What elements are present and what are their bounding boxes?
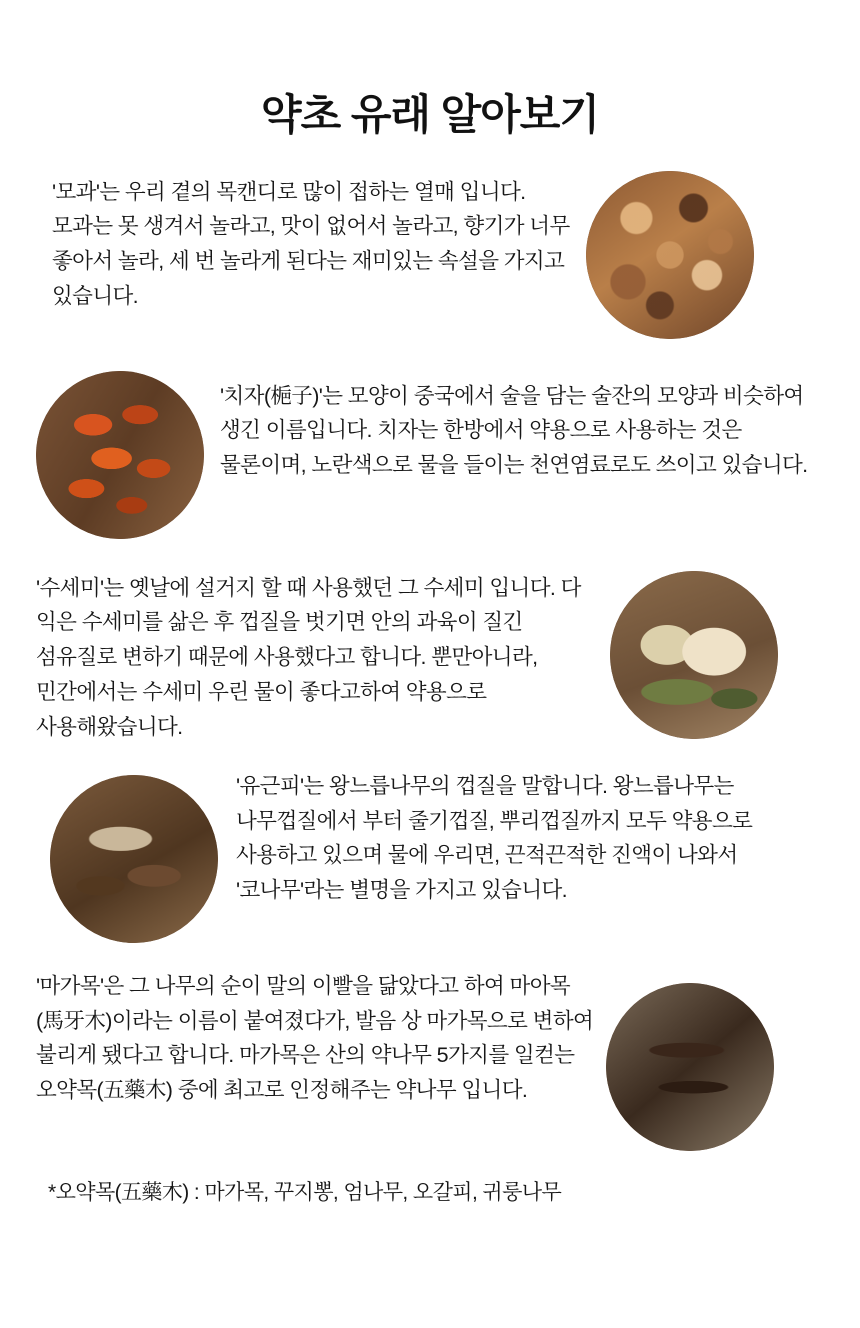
paragraph: '마가목'은 그 나무의 순이 말의 이빨을 닮았다고 하여 마아목(馬牙木)이라는 이름이 붙여졌다가, 발음 상 마가목으로 변하여 불리게 됐다고 합니다. 마가목은 산의 약나무 5가지를 일컫는 오약목(五藥木) 중에 최고로 인정해주는 약나무 입니다. bbox=[36, 973, 594, 1103]
paragraph: '유근피'는 왕느릅나무의 껍질을 말합니다. 왕느릅나무는 나무껍질에서 부터 줄기껍질, 뿌리껍질까지 모두 약용으로 사용하고 있으며 물에 우리면, 끈적끈적한 진액이 나와서 '코나무'라는 별명을 가지고 있습니다. bbox=[236, 773, 753, 903]
photo-texture bbox=[50, 775, 218, 943]
elm-bark-photo bbox=[50, 775, 218, 943]
footnote: *오약목(五藥木) : 마가목, 꾸지뽕, 엄나무, 오갈피, 귀룽나무 bbox=[48, 1180, 562, 1204]
dried-quince-slices-photo bbox=[586, 171, 754, 339]
page-title: 약초 유래 알아보기 bbox=[261, 91, 599, 139]
paragraph: '수세미'는 옛날에 설거지 할 때 사용했던 그 수세미 입니다. 다 익은 수세미를 삶은 후 껍질을 벗기면 안의 과육이 질긴 섬유질로 변하기 때문에 사용했다고 합니다. 뿐만아니라, 민간에서는 수세미 우린 물이 좋다고하여 약용으로 사용해왔습니다. bbox=[36, 575, 581, 739]
loofah-sponge-gourd-photo bbox=[610, 571, 778, 739]
gardenia-fruit-photo bbox=[36, 371, 204, 539]
photo-texture bbox=[36, 371, 204, 539]
section-chija bbox=[0, 367, 860, 539]
rowan-twig-photo bbox=[606, 983, 774, 1151]
section-mogwa-text bbox=[52, 169, 572, 314]
section-yugeunpi-text bbox=[236, 769, 816, 908]
paragraph: '치자(梔子)'는 모양이 중국에서 술을 담는 술잔의 모양과 비슷하여 생긴 이름입니다. 치자는 한방에서 약용으로 사용하는 것은 물론이며, 노란색으로 물을 들이는 천연염료로도 쓰이고 있습니다. bbox=[220, 383, 808, 478]
paragraph: '모과'는 우리 곁의 목캔디로 많이 접하는 열매 입니다. 모과는 못 생겨서 놀라고, 맛이 없어서 놀라고, 향기가 너무 좋아서 놀라, 세 번 놀라게 된다는 재미있는 속설을 가지고 있습니다. bbox=[52, 179, 570, 309]
herb-origin-infographic bbox=[0, 28, 860, 1328]
section-chija-text bbox=[220, 367, 816, 483]
section-susemi-text bbox=[36, 567, 596, 745]
section-mogwa bbox=[0, 169, 860, 339]
photo-texture bbox=[586, 171, 754, 339]
section-yugeunpi bbox=[0, 769, 860, 943]
photo-texture bbox=[606, 983, 774, 1151]
section-susemi bbox=[0, 567, 860, 745]
section-magamok-text bbox=[36, 969, 596, 1108]
photo-texture bbox=[610, 571, 778, 739]
section-magamok bbox=[0, 969, 860, 1151]
